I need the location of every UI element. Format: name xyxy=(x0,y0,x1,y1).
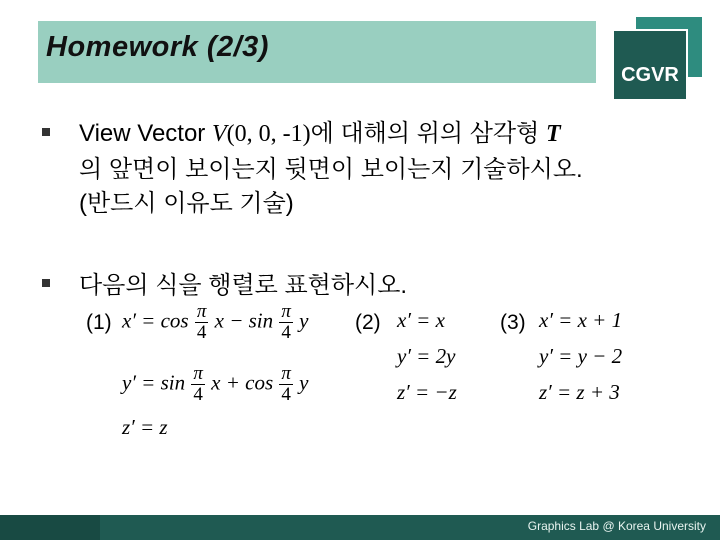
fraction-pi-4: $\frac{\pi}{4}$ xyxy=(196,301,207,343)
bullet-icon xyxy=(42,128,50,136)
item1-T: T xyxy=(545,121,561,147)
item1-line2: 의 앞면이 보이는지 뒷면이 보이는지 기술하시오. xyxy=(79,156,583,183)
eq1-a: x′ = cos xyxy=(122,308,189,333)
cgvr-logo xyxy=(612,29,688,101)
eq1-d: y′ = sin xyxy=(122,370,186,395)
equation-2-y: y′ = 2y xyxy=(397,344,456,368)
eq1-g: z′ = z xyxy=(122,415,168,439)
equation-1-z xyxy=(122,415,168,440)
item1-line3: (반드시 이유도 기술) xyxy=(79,190,294,217)
eq1-f: y xyxy=(299,370,309,395)
equation-1-x xyxy=(122,302,308,343)
item1-line1 xyxy=(79,118,561,150)
eq1-c: y xyxy=(299,308,309,333)
eq1-b: x − sin xyxy=(214,308,274,333)
equation-3-x: x′ = x + 1 xyxy=(539,308,623,332)
item1-var: V xyxy=(211,121,227,147)
item2-text: 다음의 식을 행렬로 표현하시오. xyxy=(79,272,408,299)
equation-3-y: y′ = y − 2 xyxy=(539,344,623,368)
label-2: (2) xyxy=(355,311,381,334)
fraction-pi-4: $\frac{\pi}{4}$ xyxy=(281,301,291,343)
bullet-icon xyxy=(42,279,50,287)
equation-1-y xyxy=(122,364,308,405)
item1-prefix: View Vector xyxy=(79,120,212,147)
equation-2-z: z′ = −z xyxy=(397,380,457,404)
footer-accent xyxy=(0,515,100,540)
logo-text: CGVR xyxy=(621,64,679,86)
equation-3-z: z′ = z + 3 xyxy=(539,380,620,404)
fraction-pi-4: $\frac{\pi}{4}$ xyxy=(281,363,291,405)
label-3: (3) xyxy=(500,311,526,334)
item1-vec: (0, 0, -1) xyxy=(226,121,311,147)
eq1-e: x + cos xyxy=(211,370,274,395)
label-1: (1) xyxy=(86,311,112,334)
equation-2-x: x′ = x xyxy=(397,308,445,332)
item1-rest: 에 대해의 위의 삼각형 xyxy=(310,120,546,147)
slide-title: Homework (2/3) xyxy=(46,31,269,63)
fraction-pi-4: $\frac{\pi}{4}$ xyxy=(193,363,203,405)
footer-text: Graphics Lab @ Korea University xyxy=(527,519,706,533)
